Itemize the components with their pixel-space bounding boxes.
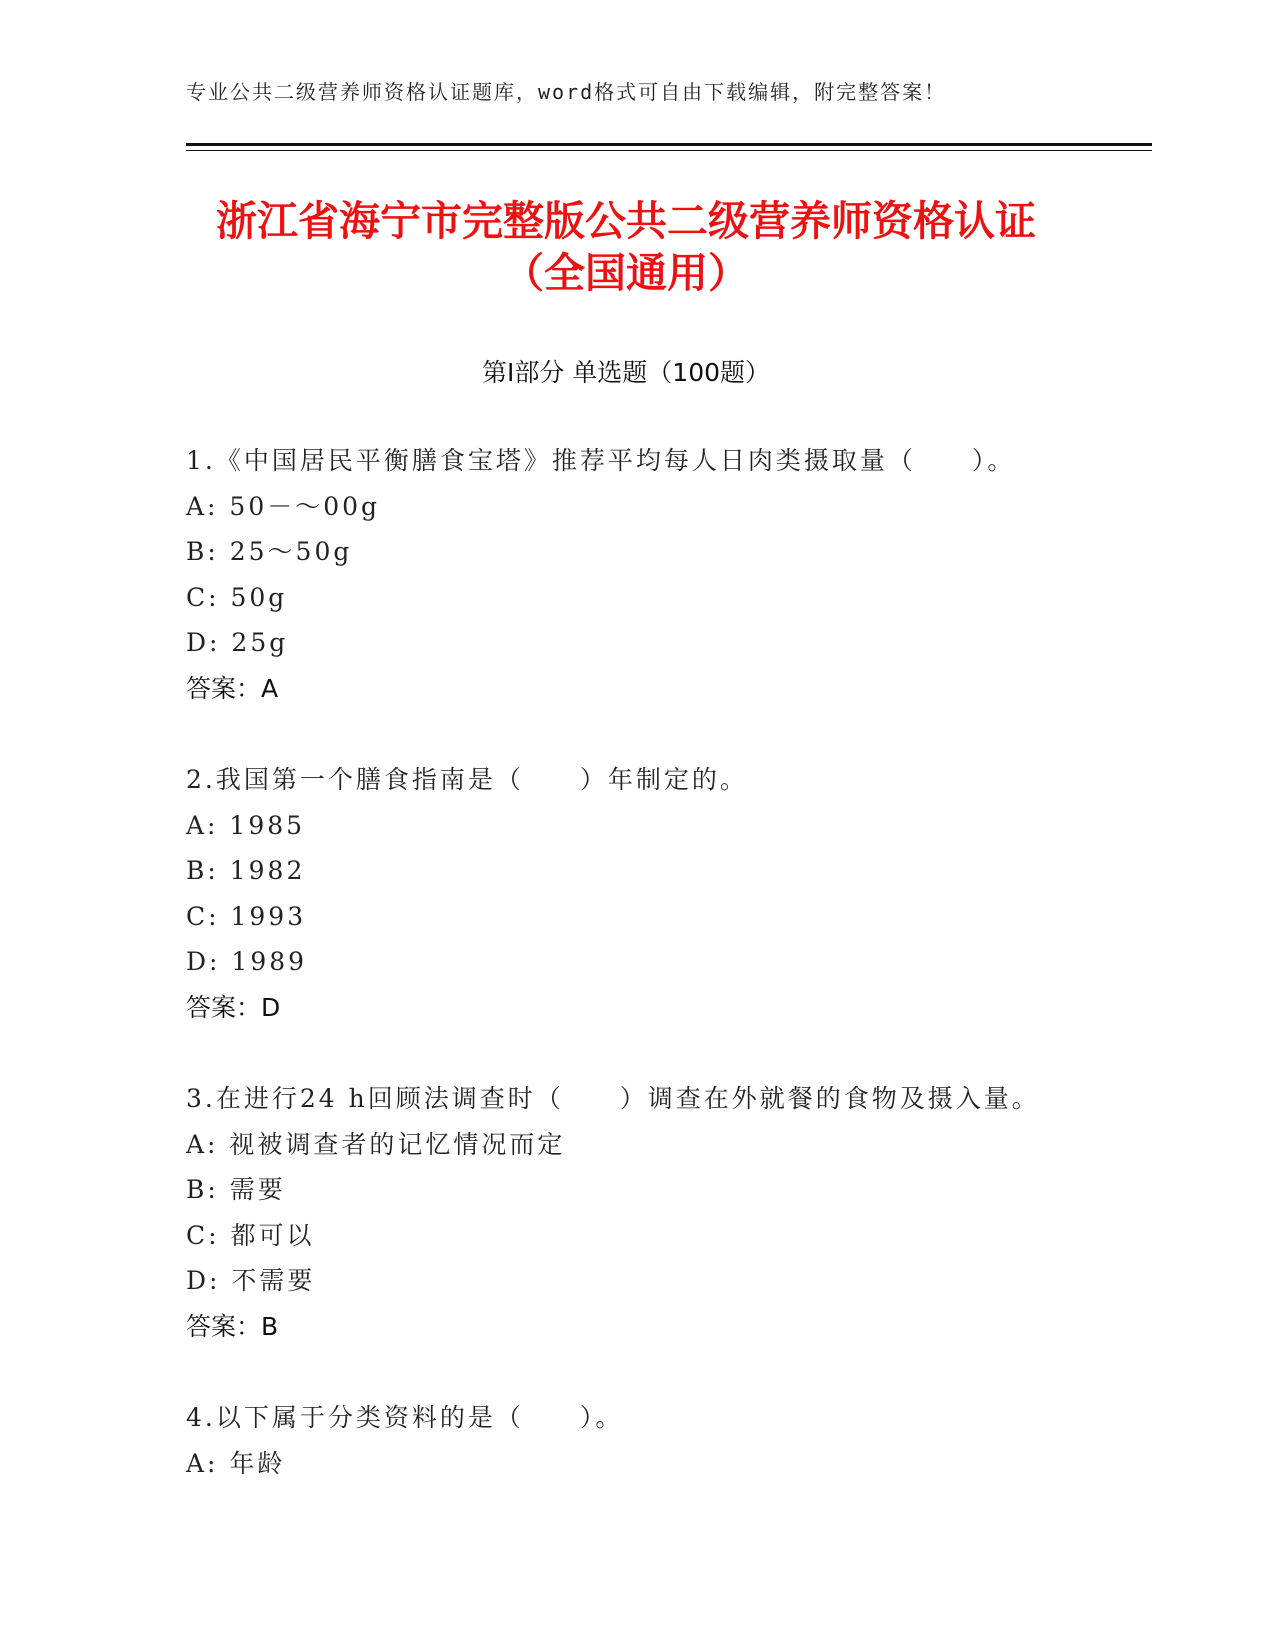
option-b: B: 1982 <box>186 856 306 885</box>
option-d: D: 不需要 <box>186 1266 316 1295</box>
section-title: 第Ⅰ部分 单选题（100题） <box>481 358 771 387</box>
option-b: B: 需要 <box>186 1175 286 1204</box>
question-1 <box>186 438 1146 711</box>
answer: 答案：A <box>186 673 279 703</box>
question-2 <box>186 757 1146 1030</box>
answer: 答案：D <box>186 992 281 1022</box>
option-c: C: 50g <box>186 582 288 612</box>
option-d: D: 1989 <box>186 947 308 976</box>
option-a: A: 50－～00g <box>186 491 381 521</box>
question-stem: 4.以下属于分类资料的是（ ）。 <box>186 1403 624 1432</box>
option-c: C: 1993 <box>186 901 307 931</box>
answer: 答案：B <box>186 1311 279 1341</box>
question-stem: 1.《中国居民平衡膳食宝塔》推荐平均每人日肉类摄取量（ ）。 <box>186 446 1016 475</box>
option-d: D: 25g <box>186 628 289 657</box>
option-c: C: 都可以 <box>186 1220 315 1250</box>
question-4 <box>186 1395 1146 1486</box>
option-a: A: 视被调查者的记忆情况而定 <box>186 1129 566 1159</box>
question-list <box>186 438 1146 1532</box>
question-3 <box>186 1076 1146 1349</box>
question-stem: 2.我国第一个膳食指南是（ ）年制定的。 <box>186 765 748 794</box>
document-title: 浙江省海宁市完整版公共二级营养师资格认证（全国通用） <box>216 197 1036 297</box>
option-b: B: 25～50g <box>186 537 353 566</box>
header-divider-thin <box>186 150 1152 151</box>
option-a: A: 1985 <box>186 810 306 840</box>
header-note: 专业公共二级营养师资格认证题库，word格式可自由下载编辑，附完整答案！ <box>186 80 947 104</box>
option-a: A: 年龄 <box>186 1448 286 1478</box>
question-stem: 3.在进行24 h回顾法调查时（ ）调查在外就餐的食物及摄入量。 <box>186 1084 1040 1113</box>
header-divider-thick <box>186 143 1152 146</box>
